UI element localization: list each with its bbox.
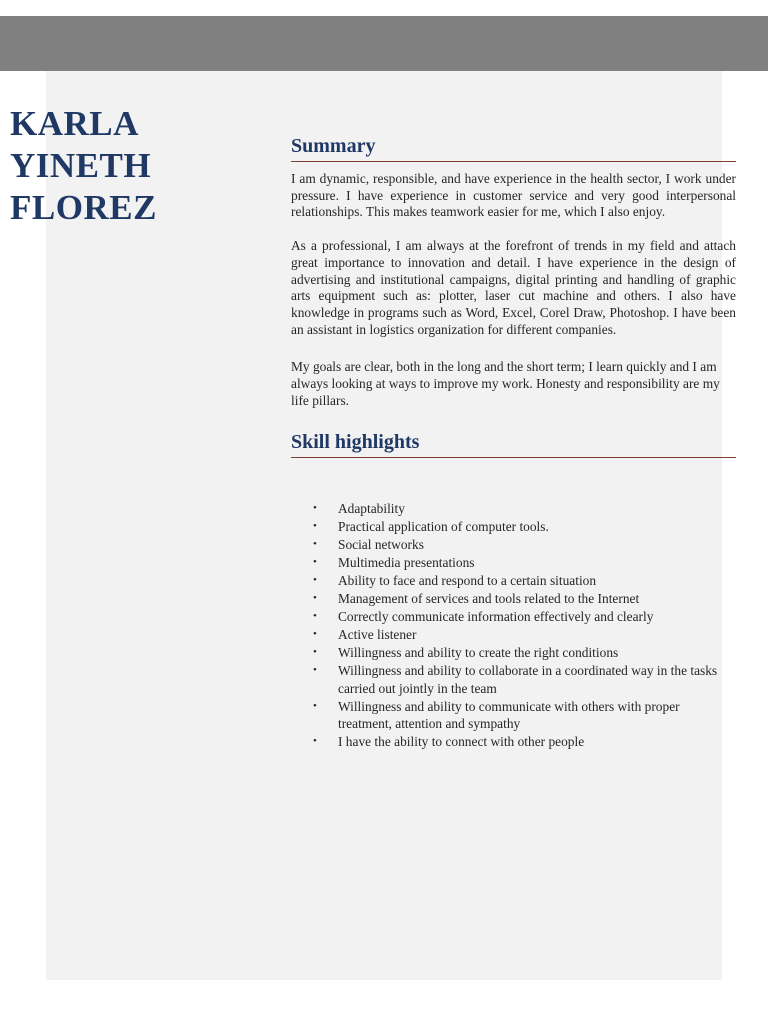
header-bar [0,16,768,71]
skill-item [313,608,736,625]
name-line-first: KARLA [10,104,139,143]
candidate-name [10,103,210,227]
bullet-icon: • [313,520,317,533]
bullet-icon: • [313,699,317,712]
skill-text: Adaptability [338,501,405,517]
name-line-last: FLOREZ [10,188,157,227]
skill-item [313,644,736,661]
skill-text: Willingness and ability to collaborate in a coordinated way in the tasks carried out jointly in the team [338,663,718,696]
skill-item [313,536,736,553]
skill-item [313,500,736,517]
skill-item [313,698,736,732]
skill-item [313,662,736,696]
bullet-icon: • [313,556,317,569]
skills-heading: Skill highlights [291,429,736,458]
bullet-icon: • [313,628,317,641]
skill-item [313,733,736,750]
skill-item [313,590,736,607]
skill-text: Social networks [338,537,424,553]
skill-text: I have the ability to connect with other people [338,733,585,749]
bullet-icon: • [313,592,317,605]
bullet-icon: • [313,646,317,659]
skill-text: Willingness and ability to create the right conditions [338,645,619,661]
main-content [291,133,736,751]
bullet-icon: • [313,574,317,587]
bullet-icon: • [313,664,317,677]
skill-item [313,572,736,589]
skill-text: Willingness and ability to communicate with others with proper treatment, attention and sympathy [338,698,680,731]
skill-item [313,518,736,535]
bullet-icon: • [313,734,317,747]
skill-text: Practical application of computer tools. [338,519,549,535]
summary-paragraph-1: I am dynamic, responsible, and have experience in the health sector, I work under pressure. I have experience in customer service and very good interpersonal relationships. This makes teamwork easier for me, which I also enjoy. [291,171,736,220]
skill-item [313,626,736,643]
summary-paragraph-3: My goals are clear, both in the long and the short term; I learn quickly and I am always looking at ways to improve my work. Honesty and responsibility are my life pillars. [291,359,720,408]
name-line-middle: YINETH [10,146,152,185]
skill-text: Ability to face and respond to a certain situation [338,573,597,589]
bullet-icon: • [313,502,317,515]
skill-text: Correctly communicate information effectively and clearly [338,609,654,625]
summary-heading: Summary [291,133,736,162]
skill-text: Management of services and tools related to the Internet [338,591,640,607]
bullet-icon: • [313,610,317,623]
skill-text: Multimedia presentations [338,555,475,571]
skills-list [291,500,736,750]
summary-paragraph-2: As a professional, I am always at the forefront of trends in my field and attach great importance to innovation and detail. I have experience in the design of advertising and institutional campaigns, digital printing and handling of graphic arts equipment such as: plotter, laser cut machine and others. I also have knowledge in programs such as Word, Excel, Corel Draw, Photoshop. I have been an assistant in logistics organization for different companies. [291,238,736,337]
skill-text: Active listener [338,627,417,643]
bullet-icon: • [313,538,317,551]
skill-item [313,554,736,571]
